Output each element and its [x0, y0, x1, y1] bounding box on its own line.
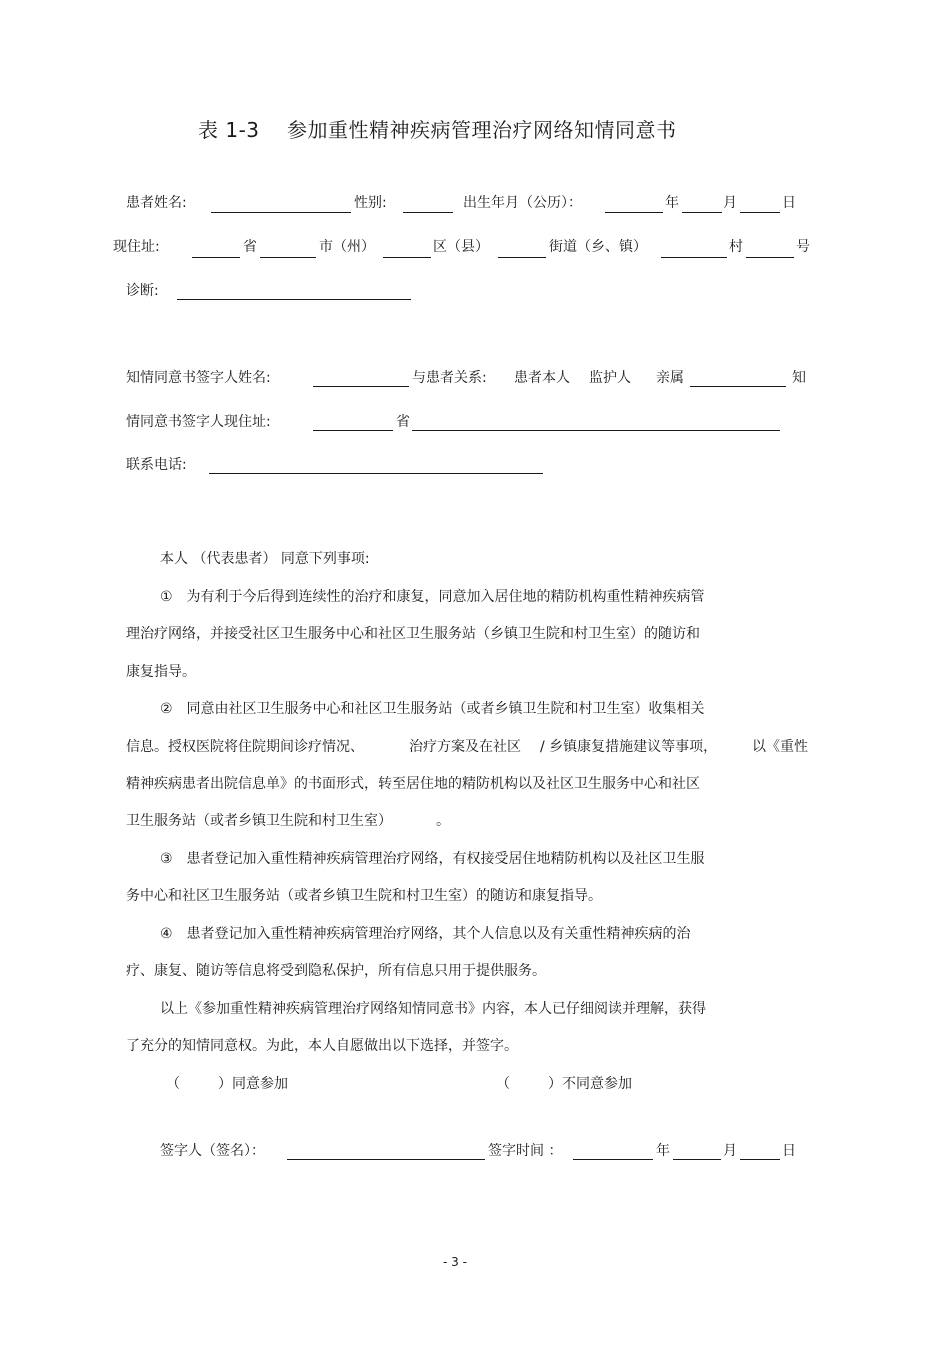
signature-day-unit: 日: [782, 1143, 796, 1159]
relation-option-self[interactable]: 患者本人: [514, 370, 570, 386]
signer-address-label: 情同意书签字人现住址:: [126, 414, 271, 430]
address-district-field[interactable]: [383, 257, 431, 258]
birth-year-unit: 年: [665, 195, 679, 211]
item-2-line-2d: 以《重性: [752, 739, 808, 755]
birth-month-field[interactable]: [682, 212, 722, 213]
item-2-line-2a: 信息。授权医院将住院期间诊疗情况、: [126, 739, 364, 755]
signature-year-field[interactable]: [573, 1159, 653, 1160]
address-number-field[interactable]: [746, 257, 794, 258]
signature-month-unit: 月: [723, 1143, 737, 1159]
address-district-unit: 区（县）: [433, 239, 489, 255]
item-2-line-2c: / 乡镇康复措施建议等事项，: [540, 739, 718, 755]
item-3-line-2: 务中心和社区卫生服务站（或者乡镇卫生院和村卫生室）的随访和康复指导。: [126, 888, 602, 904]
item-1-line-1: ① 为有利于今后得到连续性的治疗和康复，同意加入居住地的精防机构重性精神疾病管: [160, 589, 705, 605]
item-4-line-1: ④ 患者登记加入重性精神疾病管理治疗网络，其个人信息以及有关重性精神疾病的治: [160, 926, 691, 942]
item-2-line-3: 精神疾病患者出院信息单》的书面形式，转至居住地的精防机构以及社区卫生服务中心和社区: [126, 776, 700, 792]
agree-label: ）同意参加: [218, 1076, 288, 1092]
table-number: 表 1-3: [198, 118, 260, 142]
relation-option-relative[interactable]: 亲属: [656, 370, 684, 386]
patient-name-label: 患者姓名:: [126, 195, 187, 211]
relation-label: 与患者关系:: [412, 370, 487, 386]
signature-label: 签字人（签名）：: [160, 1143, 265, 1159]
birth-day-unit: 日: [782, 195, 796, 211]
signer-name-field[interactable]: [313, 386, 409, 387]
gender-label: 性别:: [354, 195, 387, 211]
address-city-unit: 市（州）: [319, 239, 375, 255]
signer-province-unit: 省: [396, 414, 410, 430]
birth-day-field[interactable]: [740, 212, 780, 213]
address-village-unit: 村: [729, 239, 743, 255]
signature-month-field[interactable]: [673, 1159, 721, 1160]
agree-checkbox[interactable]: （: [166, 1076, 180, 1092]
signer-address-field[interactable]: [412, 430, 780, 431]
summary-line-2: 了充分的知情同意权。为此，本人自愿做出以下选择，并签字。: [126, 1038, 518, 1054]
address-province-unit: 省: [243, 239, 257, 255]
relation-other-field[interactable]: [690, 386, 786, 387]
birth-year-field[interactable]: [605, 212, 663, 213]
signature-time-label: 签字时间 ：: [488, 1143, 563, 1159]
disagree-checkbox[interactable]: （: [496, 1076, 510, 1092]
gender-field[interactable]: [403, 212, 453, 213]
signer-name-label: 知情同意书签字人姓名:: [126, 370, 271, 386]
item-1-line-3: 康复指导。: [126, 664, 196, 680]
address-number-unit: 号: [796, 239, 810, 255]
item-1-line-2: 理治疗网络，并接受社区卫生服务中心和社区卫生服务站（乡镇卫生院和村卫生室）的随访和: [126, 626, 700, 642]
signature-year-unit: 年: [656, 1143, 670, 1159]
birth-month-unit: 月: [723, 195, 737, 211]
item-2-line-4b: 。: [436, 813, 450, 829]
birth-label: 出生年月（公历）：: [463, 195, 582, 211]
page-title: 参加重性精神疾病管理治疗网络知情同意书: [287, 118, 677, 142]
relation-option-guardian[interactable]: 监护人: [589, 370, 631, 386]
item-2-line-1: ② 同意由社区卫生服务中心和社区卫生服务站（或者乡镇卫生院和村卫生室）收集相关: [160, 701, 705, 717]
signer-label-wrap: 知: [792, 370, 806, 386]
diagnosis-label: 诊断:: [126, 283, 159, 299]
address-street-unit: 街道（乡、镇）: [549, 239, 647, 255]
patient-name-field[interactable]: [211, 212, 351, 213]
address-province-field[interactable]: [192, 257, 240, 258]
address-label: 现住址:: [113, 239, 160, 255]
signature-field[interactable]: [287, 1159, 485, 1160]
phone-label: 联系电话:: [126, 457, 187, 473]
address-city-field[interactable]: [260, 257, 316, 258]
item-3-line-1: ③ 患者登记加入重性精神疾病管理治疗网络，有权接受居住地精防机构以及社区卫生服: [160, 851, 705, 867]
item-4-line-2: 疗、康复、随访等信息将受到隐私保护，所有信息只用于提供服务。: [126, 963, 546, 979]
item-2-line-4a: 卫生服务站（或者乡镇卫生院和村卫生室）: [126, 813, 392, 829]
consent-intro: 本人 （代表患者） 同意下列事项:: [160, 551, 370, 567]
address-street-field[interactable]: [498, 257, 546, 258]
diagnosis-field[interactable]: [177, 299, 411, 300]
signature-day-field[interactable]: [740, 1159, 780, 1160]
page-number: - 3 -: [443, 1255, 467, 1269]
signer-province-field[interactable]: [313, 430, 393, 431]
item-2-line-2b: 治疗方案及在社区: [409, 739, 521, 755]
summary-line-1: 以上《参加重性精神疾病管理治疗网络知情同意书》内容，本人已仔细阅读并理解，获得: [160, 1001, 706, 1017]
address-village-field[interactable]: [661, 257, 727, 258]
phone-field[interactable]: [209, 473, 543, 474]
disagree-label: ）不同意参加: [548, 1076, 632, 1092]
